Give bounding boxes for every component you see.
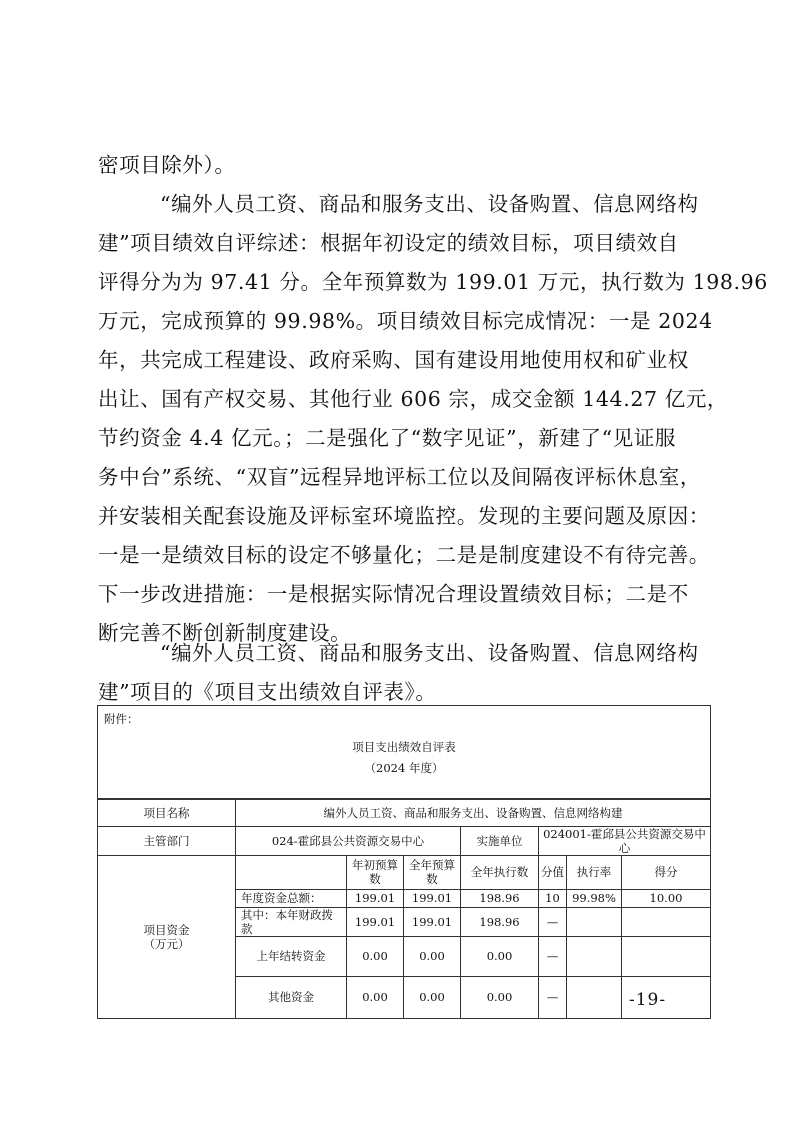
table-year: （2024 年度） <box>364 761 444 775</box>
cell-initial: 199.01 <box>347 907 404 936</box>
fund-unit: （万元） <box>143 936 190 951</box>
cell-initial: 199.01 <box>347 889 404 907</box>
text-line: 年，共完成工程建设、政府采购、国有建设用地使用权和矿业权 <box>98 348 689 372</box>
fund-label: 项目资金 <box>143 922 190 937</box>
cell-full: 199.01 <box>404 889 461 907</box>
col-initial-budget: 年初预算数 <box>347 855 404 889</box>
col-score-value: 分值 <box>539 855 567 889</box>
cell-rate <box>567 976 622 1018</box>
cell-full: 0.00 <box>404 976 461 1018</box>
cell-value: — <box>539 907 567 936</box>
impl-label: 实施单位 <box>461 826 539 855</box>
fund-label-cell <box>98 855 236 1018</box>
col-execution: 全年执行数 <box>461 855 539 889</box>
cell-rate <box>567 936 622 976</box>
project-name-value: 编外人员工资、商品和服务支出、设备购置、信息网络构建 <box>236 799 711 826</box>
cell-initial: 0.00 <box>347 936 404 976</box>
row-label: 其他资金 <box>236 976 347 1018</box>
cell-exec: 198.96 <box>461 907 539 936</box>
col-exec-rate: 执行率 <box>567 855 622 889</box>
row-label: 年度资金总额： <box>236 889 347 907</box>
cell-initial: 0.00 <box>347 976 404 1018</box>
dept-value: 024-霍邱县公共资源交易中心 <box>236 826 461 855</box>
dept-label: 主管部门 <box>98 826 236 855</box>
text-line: 并安装相关配套设施及评标室环境监控。发现的主要问题及原因： <box>98 504 710 528</box>
page-number: -19- <box>629 990 667 1010</box>
text-line: 建”项目的《项目支出绩效自评表》。 <box>98 680 437 704</box>
row-label: 其中：本年财政拨款 <box>236 907 347 936</box>
cell-score <box>622 907 711 936</box>
text-line: 密项目除外）。 <box>98 153 236 177</box>
impl-value: 024001-霍邱县公共资源交易中心 <box>539 826 711 855</box>
text-line: 出让、国有产权交易、其他行业 606 宗，成交金额 144.27 亿元， <box>98 387 729 411</box>
self-evaluation-table <box>97 705 711 1019</box>
text-line: 下一步改进措施：一是根据实际情况合理设置绩效目标；二是不 <box>98 582 689 606</box>
text-line: “编外人员工资、商品和服务支出、设备购置、信息网络构 <box>160 641 699 665</box>
text-line: 节约资金 4.4 亿元。；二是强化了“数字见证”，新建了“见证服 <box>98 426 677 450</box>
cell-score <box>622 936 711 976</box>
cell-score: 10.00 <box>622 889 711 907</box>
text-line: “编外人员工资、商品和服务支出、设备购置、信息网络构 <box>160 192 699 216</box>
cell-value: — <box>539 936 567 976</box>
cell-exec: 0.00 <box>461 976 539 1018</box>
table-header <box>98 706 711 800</box>
cell-rate <box>567 907 622 936</box>
cell-value: — <box>539 976 567 1018</box>
text-line: 建”项目绩效自评综述：根据年初设定的绩效目标，项目绩效自 <box>98 231 679 255</box>
text-line: 断完善不断创新制度建设。 <box>98 621 352 645</box>
text-line: 万元，完成预算的 99.98%。项目绩效目标完成情况：一是 2024 <box>98 309 713 333</box>
text-line: 务中台”系统、“双盲”远程异地评标工位以及间隔夜评标休息室， <box>98 465 701 489</box>
paragraph-table-intro <box>98 634 698 712</box>
text-line: 一是一是绩效目标的设定不够量化；二是是制度建设不有待完善。 <box>98 543 710 567</box>
cell-exec: 198.96 <box>461 889 539 907</box>
header-blank <box>236 855 347 889</box>
col-score: 得分 <box>622 855 711 889</box>
cell-rate: 99.98% <box>567 889 622 907</box>
col-full-budget: 全年预算数 <box>404 855 461 889</box>
paragraph-continuation <box>98 146 698 185</box>
text-line: 评得分为为 97.41 分。全年预算数为 199.01 万元，执行数为 198.96 <box>98 270 768 294</box>
cell-full: 199.01 <box>404 907 461 936</box>
attachment-label: 附件： <box>104 712 139 726</box>
project-name-label: 项目名称 <box>98 799 236 826</box>
row-label: 上年结转资金 <box>236 936 347 976</box>
table-title: 项目支出绩效自评表 <box>352 740 456 754</box>
cell-full: 0.00 <box>404 936 461 976</box>
paragraph-self-evaluation-summary <box>98 185 768 653</box>
cell-exec: 0.00 <box>461 936 539 976</box>
cell-value: 10 <box>539 889 567 907</box>
